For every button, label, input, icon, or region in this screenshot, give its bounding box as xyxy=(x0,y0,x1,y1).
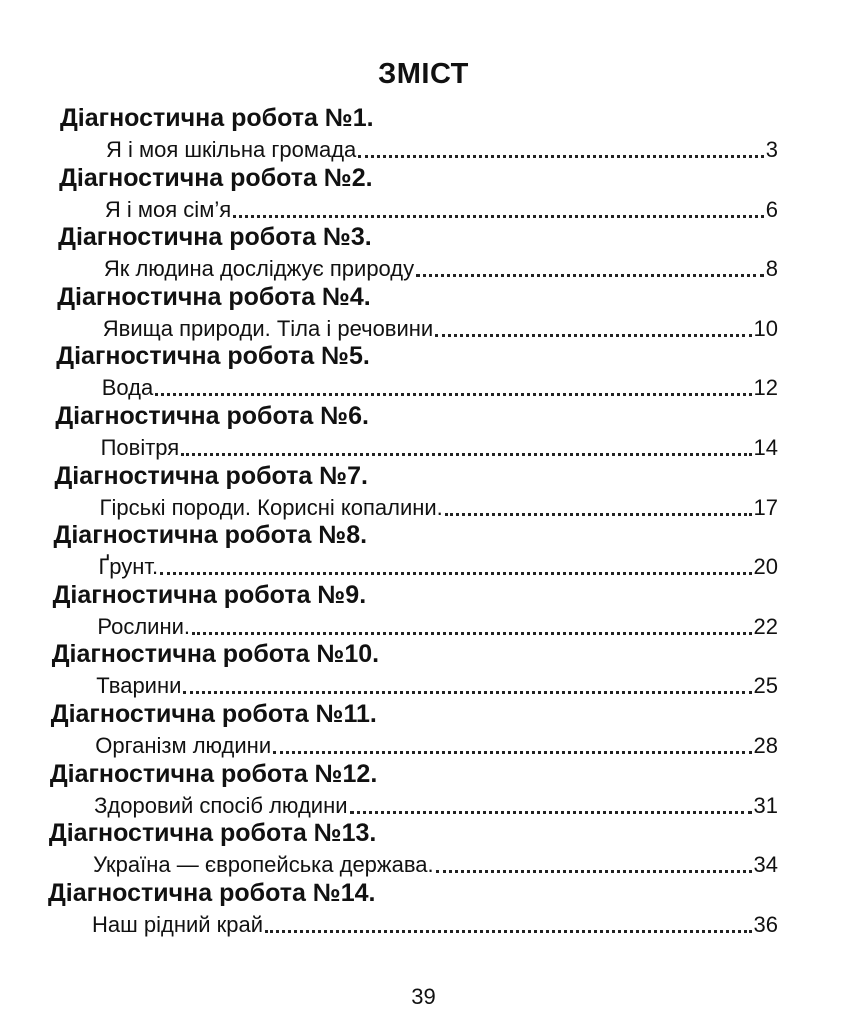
toc-entry-line xyxy=(100,495,778,521)
toc-entry-line xyxy=(92,912,778,938)
toc-entry xyxy=(0,164,847,224)
toc-entry-topic: Рослини. xyxy=(97,613,190,639)
toc-entry-page: 22 xyxy=(753,613,778,639)
toc-entry-topic: Явища природи. Тіла і речовини xyxy=(102,315,434,341)
toc-entry-line xyxy=(93,852,778,878)
dot-leader xyxy=(445,513,752,516)
dot-leader xyxy=(233,215,764,218)
toc-entry xyxy=(0,819,847,879)
toc-entry-topic: Ґрунт. xyxy=(98,554,159,580)
toc-entry-line xyxy=(95,733,778,759)
toc-entry-line xyxy=(102,375,778,401)
dot-leader xyxy=(160,572,751,575)
toc-entry-line xyxy=(106,137,778,163)
toc-entry-topic: Здоровий спосіб людини xyxy=(94,792,348,818)
toc-entry-topic: Повітря xyxy=(100,434,180,460)
toc-entry-heading: Діагностична робота №1. xyxy=(60,104,374,132)
toc-entry-line xyxy=(97,614,778,640)
toc-entry-page: 8 xyxy=(765,256,778,282)
toc-entry xyxy=(0,521,847,581)
toc-entry-heading: Діагностична робота №13. xyxy=(48,819,377,848)
toc-entry xyxy=(0,402,847,462)
toc-entry-page: 25 xyxy=(753,673,778,699)
toc-entry xyxy=(0,640,847,700)
dot-leader xyxy=(181,453,751,456)
toc-entry-heading: Діагностична робота №8. xyxy=(53,521,368,550)
toc-entry xyxy=(0,104,847,164)
toc-entry-line xyxy=(98,554,778,580)
toc-entry-topic: Наш рідний край xyxy=(92,911,264,937)
dot-leader xyxy=(265,930,751,933)
toc-entry-page: 14 xyxy=(753,434,778,460)
dot-leader xyxy=(350,811,752,814)
toc-entry xyxy=(0,342,847,402)
toc-entry-heading: Діагностична робота №5. xyxy=(56,342,370,371)
toc-entry xyxy=(0,283,847,343)
dot-leader xyxy=(416,274,764,277)
toc-entry-heading: Діагностична робота №3. xyxy=(58,223,372,252)
toc-entry-topic: Як людина досліджує природу xyxy=(103,256,415,282)
toc-entry xyxy=(0,223,847,283)
dot-leader xyxy=(183,691,751,694)
toc-entry-heading: Діагностична робота №7. xyxy=(54,461,368,490)
page-number: 39 xyxy=(411,984,436,1009)
dot-leader xyxy=(192,632,752,635)
toc-entry-page: 6 xyxy=(765,196,778,222)
toc-entry-heading: Діагностична робота №11. xyxy=(50,699,377,728)
dot-leader xyxy=(155,393,751,396)
page-title: ЗМІСТ xyxy=(378,58,469,90)
toc-entry-line xyxy=(105,197,778,223)
toc-entry-topic: Я і моя сім’я xyxy=(104,196,232,222)
toc-entry-line xyxy=(101,435,778,461)
toc-entry-heading: Діагностична робота №10. xyxy=(51,640,380,669)
toc-entry-line xyxy=(94,793,778,819)
toc-entry-page: 28 xyxy=(753,732,778,758)
toc-entry xyxy=(0,700,847,760)
toc-entry xyxy=(0,581,847,641)
toc-entry-topic: Вода xyxy=(101,375,154,401)
toc-entry-page: 17 xyxy=(753,494,778,520)
table-of-contents xyxy=(0,104,847,938)
toc-entry-heading: Діагностична робота №6. xyxy=(55,401,369,430)
toc-entry xyxy=(0,462,847,522)
toc-entry-topic: Гірські породи. Корисні копалини. xyxy=(99,494,443,520)
toc-entry-page: 3 xyxy=(765,137,778,162)
toc-entry-heading: Діагностична робота №12. xyxy=(49,759,378,788)
toc-entry xyxy=(0,879,847,939)
toc-entry-line xyxy=(104,256,778,282)
toc-entry-page: 20 xyxy=(753,554,778,580)
toc-entry-page: 31 xyxy=(753,792,778,818)
toc-entry-page: 12 xyxy=(753,375,778,401)
toc-entry-page: 36 xyxy=(753,911,778,937)
dot-leader xyxy=(436,870,752,873)
toc-entry-page: 10 xyxy=(753,315,778,341)
toc-entry-line xyxy=(103,316,778,342)
dot-leader xyxy=(273,751,751,754)
toc-entry-line xyxy=(96,673,778,699)
toc-entry-page: 34 xyxy=(753,852,778,878)
dot-leader xyxy=(358,155,763,158)
toc-entry-topic: Я і моя шкільна громада xyxy=(106,137,357,162)
toc-entry-topic: Організм людини xyxy=(95,732,272,758)
toc-entry-heading: Діагностична робота №9. xyxy=(52,580,367,609)
dot-leader xyxy=(435,334,751,337)
toc-entry-heading: Діагностична робота №2. xyxy=(59,163,373,192)
toc-entry xyxy=(0,760,847,820)
toc-entry-topic: Тварини xyxy=(96,673,182,699)
toc-entry-topic: Україна — європейська держава. xyxy=(93,852,434,878)
toc-entry-heading: Діагностична робота №14. xyxy=(48,878,376,907)
toc-entry-heading: Діагностична робота №4. xyxy=(57,282,371,311)
